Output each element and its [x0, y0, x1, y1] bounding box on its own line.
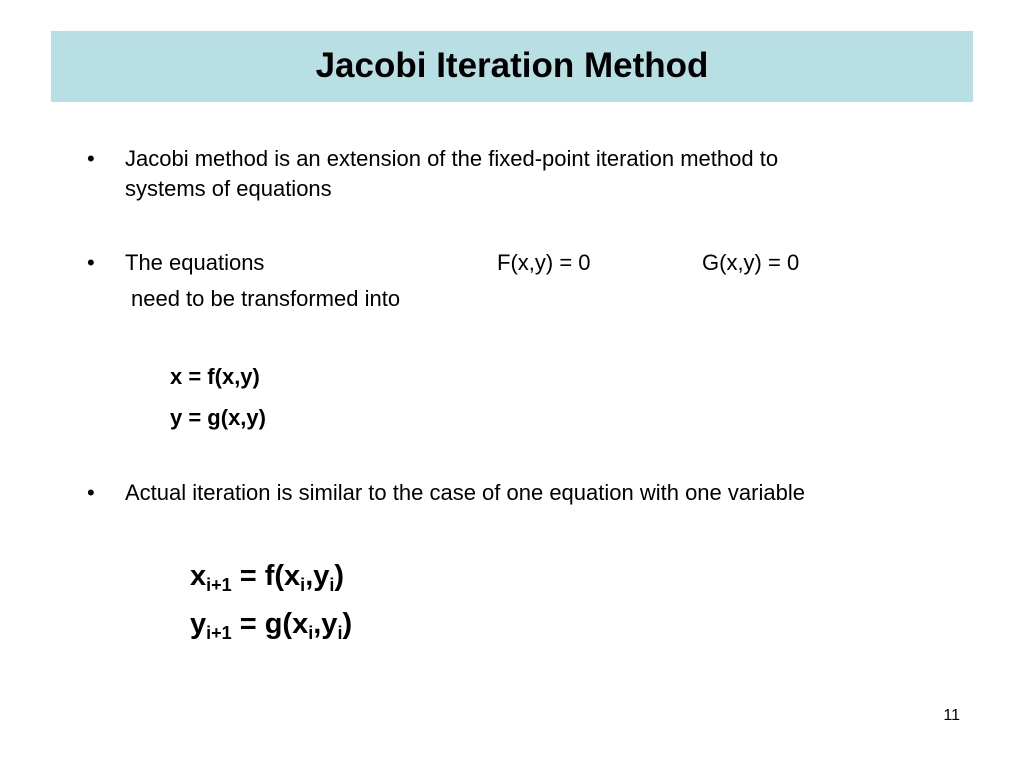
transformed-x-equation: x = f(x,y)	[170, 364, 260, 389]
iter-x-rhs-mid: ,y	[305, 560, 330, 592]
bullet2-label: The equations	[125, 250, 265, 275]
iter-x-var: x	[190, 560, 207, 592]
iter-y-sub: i+1	[206, 623, 232, 643]
bullet-marker-2: •	[87, 250, 95, 275]
iter-x-rhs-pre: = f(x	[231, 560, 301, 592]
iter-x-rhs-sub1: i	[300, 575, 306, 595]
iteration-y-equation	[190, 606, 352, 642]
bullet1-line1: Jacobi method is an extension of the fixed-point iteration method to	[125, 146, 779, 171]
iter-x-rhs-sub2: i	[329, 575, 335, 595]
iteration-x-equation	[190, 558, 344, 594]
bullet-marker-1: •	[87, 146, 95, 171]
bullet2-continuation: need to be transformed into	[131, 286, 401, 311]
iter-x-rhs-post: )	[334, 560, 345, 592]
bullet-marker-3: •	[87, 480, 95, 505]
iter-y-rhs-post: )	[342, 608, 353, 640]
iter-y-rhs-sub2: i	[337, 623, 343, 643]
iter-y-rhs-pre: = g(x	[231, 608, 309, 640]
page-number: 11	[943, 707, 960, 724]
transformed-y-equation: y = g(x,y)	[170, 405, 266, 430]
bullet3-text: Actual iteration is similar to the case of one equation with one variable	[125, 480, 805, 505]
iter-y-var: y	[190, 608, 207, 640]
equation-F: F(x,y) = 0	[497, 250, 591, 275]
slide-title: Jacobi Iteration Method	[315, 46, 709, 85]
iter-y-rhs-mid: ,y	[313, 608, 338, 640]
bullet1-line2: systems of equations	[125, 176, 332, 201]
iter-y-rhs-sub1: i	[308, 623, 314, 643]
iter-x-sub: i+1	[206, 575, 232, 595]
equation-G: G(x,y) = 0	[702, 250, 800, 275]
